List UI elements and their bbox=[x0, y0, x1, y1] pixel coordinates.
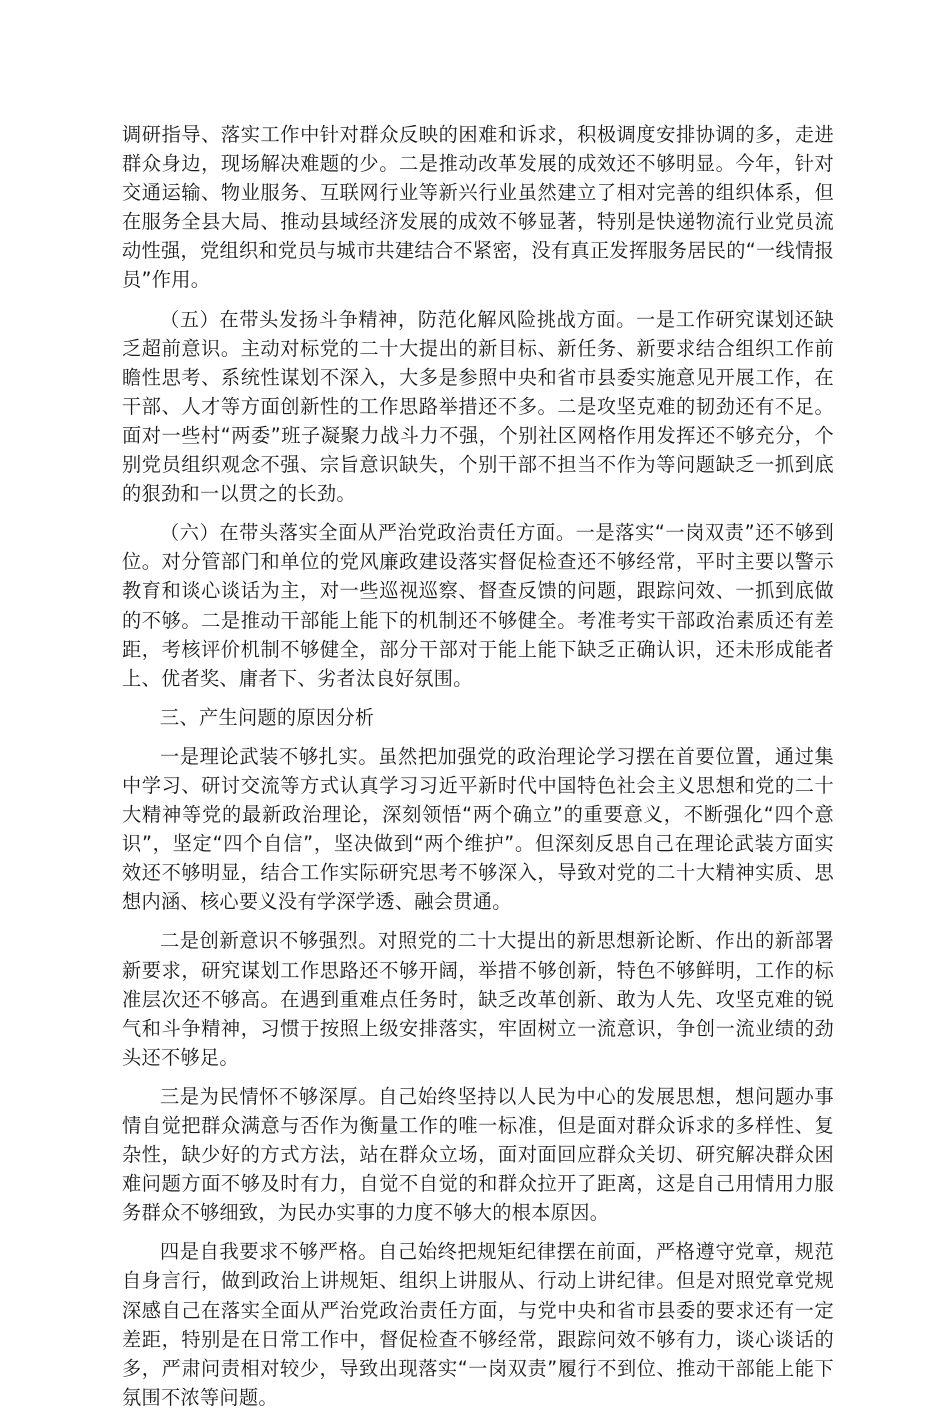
paragraph-cause-four: 四是自我要求不够严格。自己始终把规矩纪律摆在前面，严格遵守党章，规范自身言行，做到政治上讲规矩、组织上讲服从、行动上讲纪律。但是对照党章党规深感自己在落实全面从严治党政治责任方面，与党中央和省市县委的要求还有一定差距，特别是在日常工作中，督促检查不够经常，跟踪问效不够有力，谈心谈话的多，严肃问责相对较少，导致出现落实“一岗双责”履行不到位、推动干部能上能下氛围不浓等问题。 bbox=[122, 1240, 834, 1409]
section-heading-cause-analysis: 三、产生问题的原因分析 bbox=[160, 705, 375, 729]
paragraph-section-six: （六）在带头落实全面从严治党政治责任方面。一是落实“一岗双责”还不够到位。对分管部门和单位的党风廉政建设落实督促检查还不够经常，平时主要以警示教育和谈心谈话为主，对一些巡视巡察、督查反馈的问题，跟踪问效、一抓到底做的不够。二是推动干部能上能下的机制还不够健全。考准考实干部政治素质还有差距，考核评价机制不够健全，部分干部对于能上能下缺乏正确认识，还未形成能者上、优者奖、庸者下、劣者汰良好氛围。 bbox=[122, 521, 834, 690]
paragraph-cause-three: 三是为民情怀不够深厚。自己始终坚持以人民为中心的发展思想，想问题办事情自觉把群众满意与否作为衡量工作的唯一标准，但是面对群众诉求的多样性、复杂性，缺少好的方式方法，站在群众立场，面对面回应群众关切、研究解决群众困难问题方面不够及时有力，自觉不自觉的和群众拉开了距离，这是自己用情用力服务群众不够细致，为民办实事的力度不够大的根本原因。 bbox=[122, 1084, 834, 1225]
document-body bbox=[122, 120, 834, 1422]
paragraph-continuation: 调研指导、落实工作中针对群众反映的困难和诉求，积极调度安排协调的多，走进群众身边，现场解决难题的少。二是推动改革发展的成效还不够明显。今年，针对交通运输、物业服务、互联网行业等新兴行业虽然建立了相对完善的组织体系，但在服务全县大局、推动县域经济发展的成效不够显著，特别是快递物流行业党员流动性强，党组织和党员与城市共建结合不紧密，没有真正发挥服务居民的“一线情报员”作用。 bbox=[122, 123, 834, 292]
paragraph-section-five: （五）在带头发扬斗争精神，防范化解风险挑战方面。一是工作研究谋划还缺乏超前意识。主动对标党的二十大提出的新目标、新任务、新要求结合组织工作前瞻性思考、系统性谋划不深入，大多是参照中央和省市县委实施意见开展工作，在干部、人才等方面创新性的工作思路举措还不多。二是攻坚克难的韧劲还有不足。面对一些村“两委”班子凝聚力战斗力不强，个别社区网格作用发挥还不够充分，个别党员组织观念不强、宗旨意识缺失，个别干部不担当不作为等问题缺乏一抓到底的狠劲和一以贯之的长劲。 bbox=[122, 307, 834, 506]
paragraph-cause-two: 二是创新意识不够强烈。对照党的二十大提出的新思想新论断、作出的新部署新要求，研究谋划工作思路还不够开阔，举措不够创新，特色不够鲜明，工作的标准层次还不够高。在遇到重难点任务时，缺乏改革创新、敢为人先、攻坚克难的锐气和斗争精神，习惯于按照上级安排落实，牢固树立一流意识，争创一流业绩的劲头还不够足。 bbox=[122, 929, 834, 1069]
paragraph-cause-one: 一是理论武装不够扎实。虽然把加强党的政治理论学习摆在首要位置，通过集中学习、研讨交流等方式认真学习习近平新时代中国特色社会主义思想和党的二十大精神等党的最新政治理论，深刻领悟“两个确立”的重要意义，不断强化“四个意识”，坚定“四个自信”，坚决做到“两个维护”。但深刻反思自己在理论武装方面实效还不够明显，结合工作实际研究思考不够深入，导致对党的二十大精神实质、思想内涵、核心要义没有学深学透、融会贯通。 bbox=[122, 744, 834, 914]
